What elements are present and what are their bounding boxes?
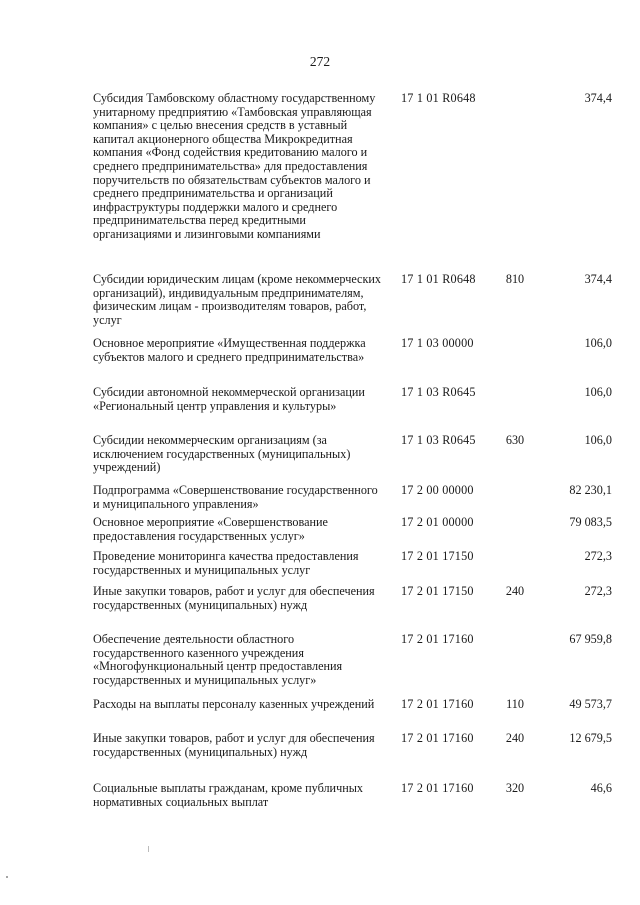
row-description: Основное мероприятие «Совершенствование предоставления государственных услуг» [93, 515, 328, 543]
row-amount: 12 679,5 [569, 731, 612, 745]
scan-artifact [6, 876, 8, 878]
scan-artifact [148, 846, 149, 852]
row-amount: 272,3 [584, 584, 612, 598]
row-description: Субсидии юридическим лицам (кроме некоммерческих организаций), индивидуальным предпринимателям, физическим лицам - производителям товаров, работ, услуг [93, 272, 381, 327]
page-number: 272 [309, 54, 331, 69]
row-code: 17 2 01 17150 [401, 584, 474, 598]
row-amount: 82 230,1 [569, 483, 612, 497]
row-description: Субсидии некоммерческим организациям (за исключением государственных (муниципальных) учреждений) [93, 433, 351, 475]
row-code: 17 1 03 R0645 [401, 433, 476, 447]
row-amount: 49 573,7 [569, 697, 612, 711]
row-amount: 106,0 [584, 433, 612, 447]
row-code: 17 1 01 R0648 [401, 272, 476, 286]
row-description: Иные закупки товаров, работ и услуг для обеспечения государственных (муниципальных) нужд [93, 584, 375, 612]
row-code: 17 2 01 17160 [401, 731, 474, 745]
row-code: 17 1 03 R0645 [401, 385, 476, 399]
row-description: Основное мероприятие «Имущественная поддержка субъектов малого и среднего предпринимательства» [93, 336, 366, 364]
row-expense-type: 320 [505, 781, 525, 795]
row-amount: 79 083,5 [569, 515, 612, 529]
row-code: 17 2 01 17160 [401, 697, 474, 711]
row-description: Расходы на выплаты персоналу казенных учреждений [93, 697, 375, 711]
row-amount: 374,4 [584, 272, 612, 286]
row-code: 17 2 01 17160 [401, 632, 474, 646]
row-code: 17 2 01 17160 [401, 781, 474, 795]
row-description: Проведение мониторинга качества предоставления государственных и муниципальных услуг [93, 549, 359, 577]
row-amount: 272,3 [584, 549, 612, 563]
row-code: 17 2 01 00000 [401, 515, 474, 529]
row-code: 17 2 01 17150 [401, 549, 474, 563]
row-description: Социальные выплаты гражданам, кроме публичных нормативных социальных выплат [93, 781, 363, 809]
row-expense-type: 240 [505, 584, 525, 598]
row-description: Иные закупки товаров, работ и услуг для обеспечения государственных (муниципальных) нужд [93, 731, 375, 759]
row-expense-type: 630 [505, 433, 525, 447]
row-description: Обеспечение деятельности областного государственного казенного учреждения «Многофункциональный центр предоставления государственных и муниципальных услуг» [93, 632, 343, 687]
row-code: 17 1 03 00000 [401, 336, 474, 350]
row-amount: 46,6 [590, 781, 612, 795]
row-expense-type: 810 [505, 272, 525, 286]
row-description: Субсидия Тамбовскому областному государственному унитарному предприятию «Тамбовская управляющая компания» с целью внесения средств в уставный капитал акционерного общества Микрокредитная компания «Фонд содействия кредитованию малого и среднего предпринимательства» для предоставления поручительств по обязательствам субъектов малого и среднего предпринимательства и организаций инфраструктуры поддержки малого и среднего предпринимательства перед кредитными организациями и лизинговыми компаниями [93, 91, 376, 241]
row-description: Субсидии автономной некоммерческой организации «Региональный центр управления и культуры» [93, 385, 365, 413]
row-code: 17 2 00 00000 [401, 483, 474, 497]
row-expense-type: 110 [506, 697, 524, 711]
row-amount: 106,0 [584, 336, 612, 350]
row-amount: 67 959,8 [569, 632, 612, 646]
row-description: Подпрограмма «Совершенствование государственного и муниципального управления» [93, 483, 378, 511]
row-amount: 106,0 [584, 385, 612, 399]
row-code: 17 1 01 R0648 [401, 91, 476, 105]
row-amount: 374,4 [584, 91, 612, 105]
row-expense-type: 240 [505, 731, 525, 745]
